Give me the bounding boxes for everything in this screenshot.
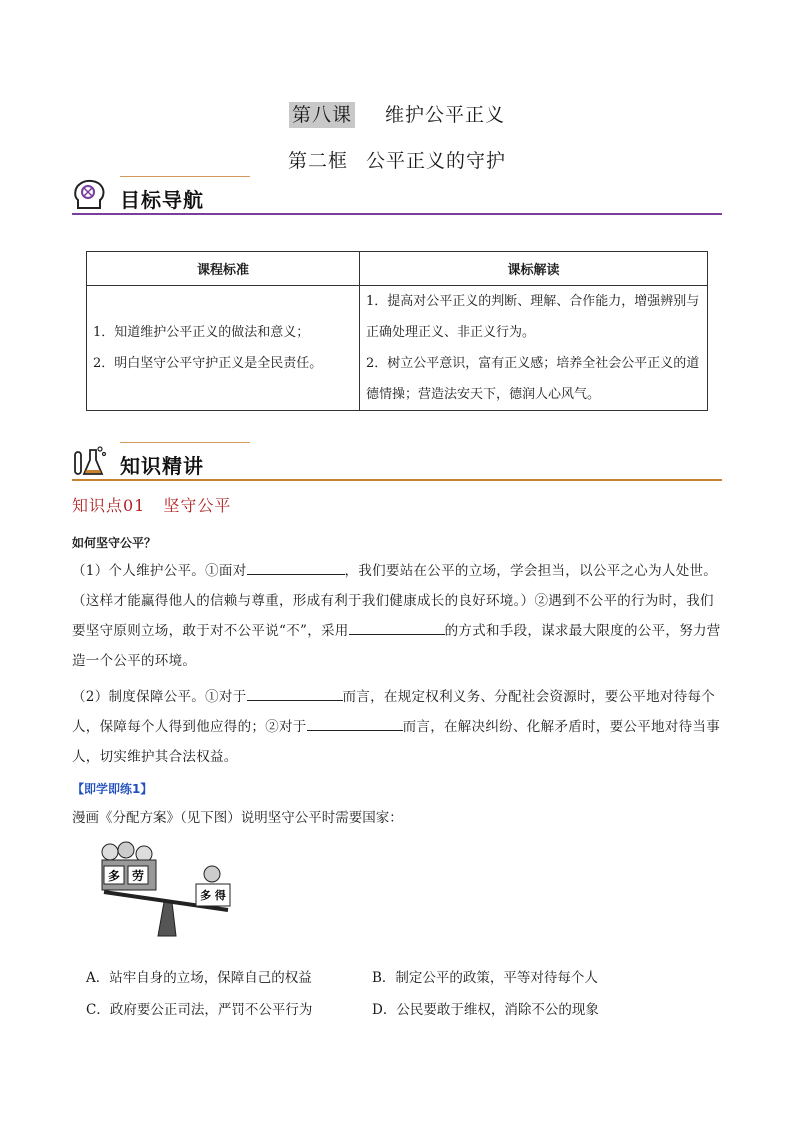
fill-blank-4[interactable] [307, 716, 403, 731]
goal-nav-header [72, 176, 722, 216]
section-label: 第二框 [287, 150, 348, 172]
knowledge-header [72, 442, 722, 482]
p1-text-b: ，我们要站在公平的立场，学会担当，以公平之心为人处世。（这样才能赢得他人的信赖与尊重，形成有利于我们健康成长的良好环境。）②遇到不公平的行为时，我们要坚守原则立场，敢于对不公平说“不”，采用 [72, 563, 718, 639]
kp-label: 知识点01 [72, 496, 146, 515]
p1-text-a: （1）个人维护公平。①面对 [72, 563, 247, 579]
standard-item: 2．明白坚守公平守护正义是全民责任。 [93, 356, 323, 371]
interpretation-cell [360, 286, 708, 411]
practice-tag: 【即学即练1】 [72, 782, 153, 796]
option-b[interactable]: B．制定公平的政策，平等对待每个人 [372, 970, 598, 986]
distribution-cartoon [96, 840, 236, 940]
knowledge-divider [72, 479, 722, 481]
section-title [0, 146, 794, 173]
sign-right: 多 得 [200, 889, 226, 902]
sign-left-2: 劳 [131, 869, 145, 883]
lesson-name: 维护公平正义 [385, 104, 506, 126]
sign-left-1: 多 [107, 869, 121, 883]
kp-name: 坚守公平 [163, 496, 232, 515]
option-a[interactable]: A．站牢自身的立场，保障自己的权益 [86, 970, 312, 986]
col-header-interpretation: 课标解读 [360, 252, 708, 286]
practice-question: 漫画《分配方案》（见下图）说明坚守公平时需要国家： [72, 810, 403, 826]
interpretation-item: 2．树立公平意识，富有正义感；培养全社会公平正义的道德情操；营造法安天下，德润人心风气。 [366, 356, 700, 402]
paragraph-individual [72, 556, 722, 676]
head-brain-icon [72, 178, 108, 212]
goal-nav-divider [72, 213, 722, 215]
lesson-title [0, 100, 794, 127]
interpretation-item: 1．提高对公平正义的判断、理解、合作能力，增强辨别与正确处理正义、非正义行为。 [366, 294, 700, 340]
question-heading: 如何坚守公平？ [72, 536, 157, 550]
col-header-standard: 课程标准 [87, 252, 360, 286]
knowledge-point-title [72, 493, 231, 516]
p2-text-a: （2）制度保障公平。①对于 [72, 689, 247, 705]
fill-blank-3[interactable] [247, 686, 343, 701]
option-d[interactable]: D．公民要敢于维权，消除不公的现象 [372, 1002, 599, 1018]
lesson-label: 第八课 [289, 102, 355, 128]
p2-text-b: 而言，在规定权利义务、分配社会资源时，要公平地对待每个人，保障每个人得到他应得的；②对于 [72, 689, 716, 735]
goal-nav-title: 目标导航 [120, 188, 204, 212]
knowledge-title: 知识精讲 [120, 454, 204, 478]
option-c[interactable]: C．政府要公正司法，严罚不公平行为 [86, 1002, 313, 1018]
fill-blank-1[interactable] [247, 560, 345, 575]
standard-item: 1．知道维护公平正义的做法和意义； [93, 325, 310, 340]
standards-cell [87, 286, 360, 411]
section-name: 公平正义的守护 [366, 150, 507, 172]
paragraph-institution [72, 682, 722, 772]
p1-text-c: 的方式和手段，谋求最大限度的公平，努力营造一个公平的环境。 [72, 623, 721, 669]
goals-table [86, 251, 708, 411]
p2-text-c: 而言，在解决纠纷、化解矛盾时，要公平地对待当事人，切实维护其合法权益。 [72, 719, 721, 765]
fill-blank-2[interactable] [349, 620, 445, 635]
lab-flask-icon [72, 444, 108, 478]
